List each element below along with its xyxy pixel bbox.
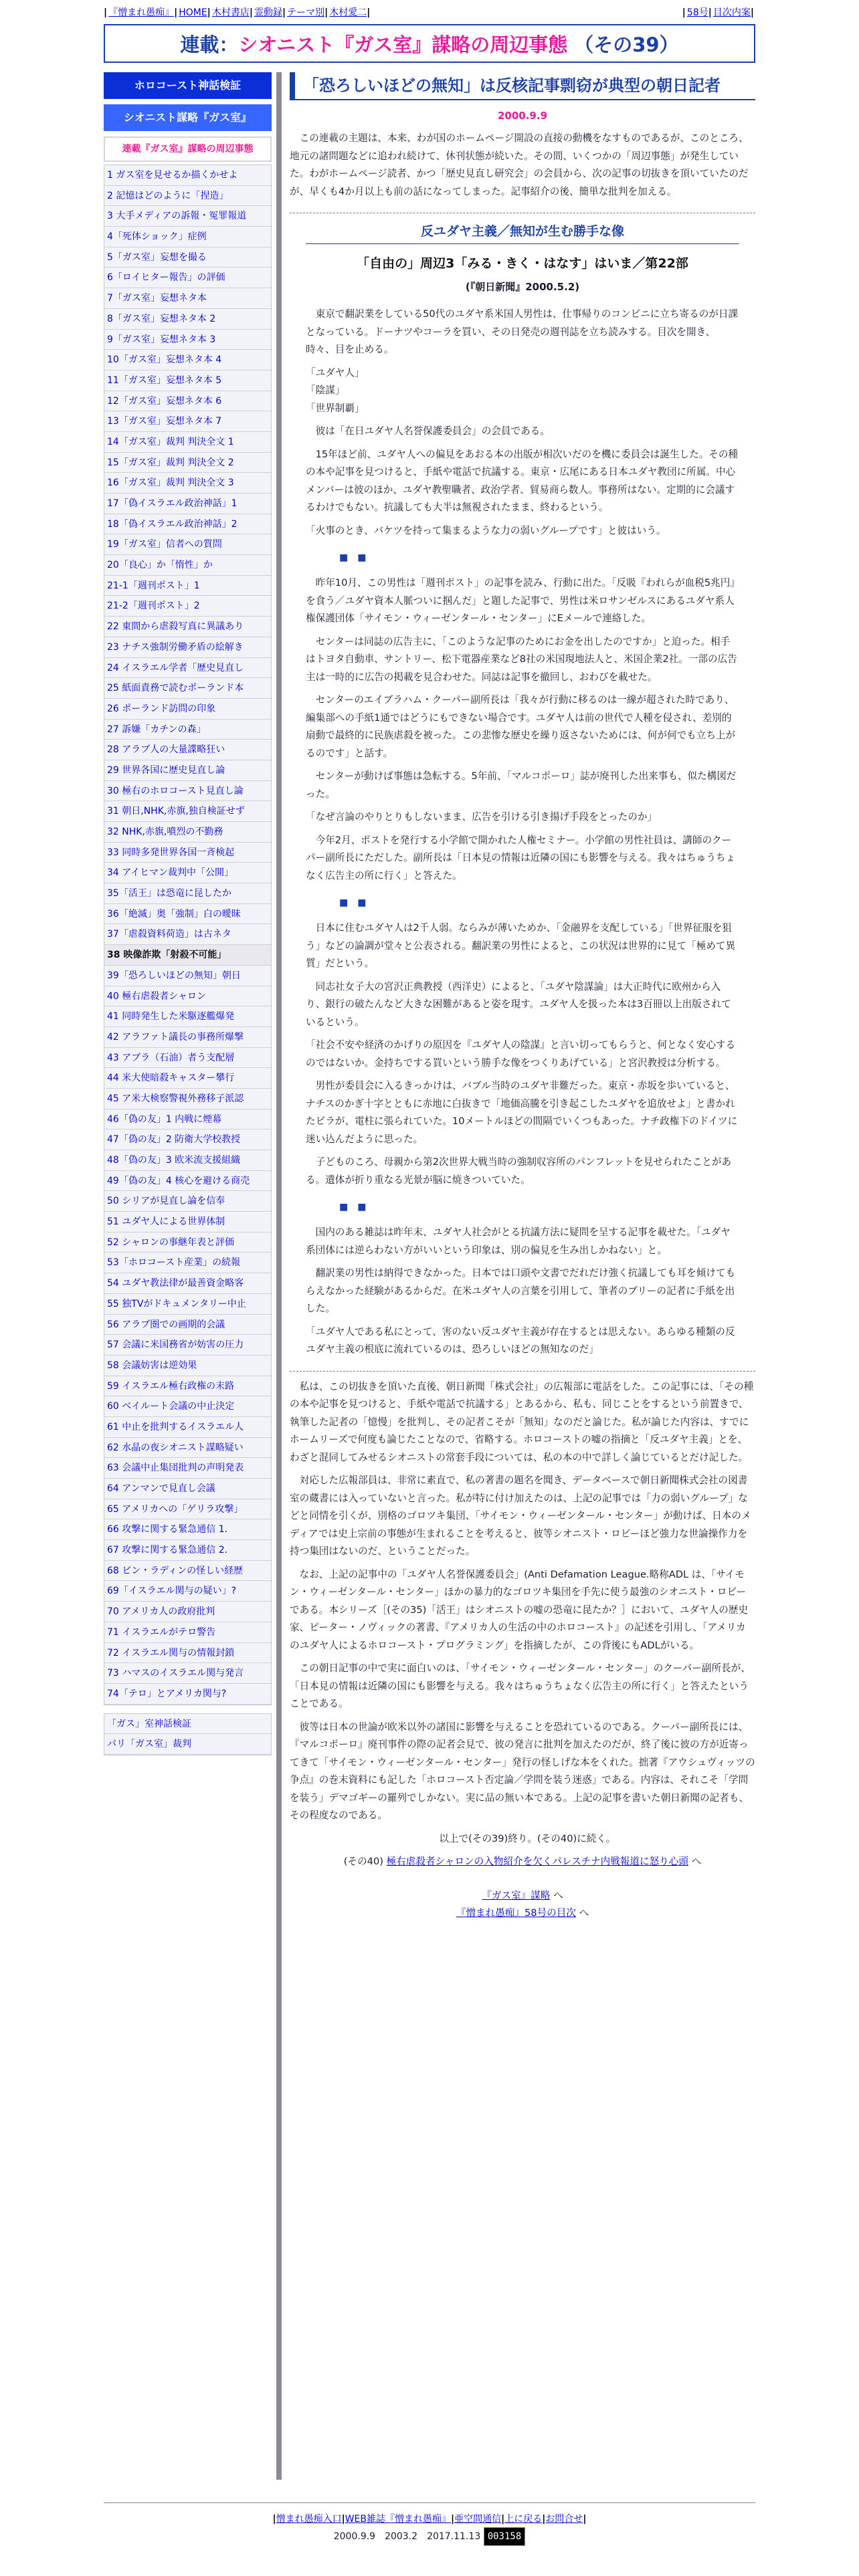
sidebar-item[interactable]: 61 中止を批判するイスラエル人 — [104, 1417, 271, 1438]
quote-paragraph: 昨年10月、この男性は「週刊ポスト」の記事を読み、行動に出た。「反吸『われらが血税5兆円』を食う／ユダヤ資本人脈ついに掴んだ」と題した記事で、男性は米ロサンゼルスにあるユダヤ系人権保護団体「サイモン・ウィーゼンタール・センター」にEメールで連絡した。 — [306, 577, 735, 624]
sidebar-item[interactable]: 25 紙面責務で読むポーランド本 — [104, 678, 271, 699]
nav-link-home[interactable]: HOME — [179, 7, 207, 18]
sidebar-item[interactable]: 32 NHK,赤旗,噴烈の不勤務 — [104, 822, 271, 843]
sidebar-item[interactable]: 29 世界各国に歴史見直し論 — [104, 760, 271, 781]
article-intro: この連載の主題は、本来、わが国のホームページ開設の直接の動機をなすものであるが、このところ、地元の諸問題などに追われ続けて、休刊状態が続いた。その間、いくつかの「周辺事態」が発生していた。わがホームページ読者、かつ「歴史見直し研究会」の会員から、次の記事の切抜きを頂いていたのだが、早くも4か月以上も前の話になってしまった。記事紹介の後、簡単な批判を加える。 — [290, 132, 749, 197]
sidebar-item[interactable]: 64 アンマンで見直し会議 — [104, 1479, 271, 1499]
quote-word-list — [306, 364, 739, 418]
quote-paragraph: 彼は「在日ユダヤ人名誉保護委員会」の会員である。 — [315, 425, 550, 437]
quoted-article-heading: 反ユダヤ主義／無知が生む勝手な像 — [306, 221, 739, 244]
sidebar-item[interactable]: 68 ビン・ラディンの怪しい経歴 — [104, 1561, 271, 1582]
back-link-suffix: へ — [553, 1889, 563, 1901]
sidebar-item[interactable]: 42 アラファト議長の事務所爆撃 — [104, 1027, 271, 1048]
sidebar-item[interactable]: 17「偽イスラエル政治神話」1 — [104, 494, 271, 514]
sidebar-item[interactable]: 63 会議中止集団批判の声明発表 — [104, 1458, 271, 1479]
quote-paragraph: 「ユダヤ人である私にとって、害のない反ユダヤ主義が存在するとは思えない。あらゆる種類の反ユダヤ主義の根底に流れているのは、恐ろしいほどの無知なのだ」 — [306, 1325, 735, 1355]
quote-paragraph: 「火事のとき、バケツを持って集まるような力の弱いグループです」と彼はいう。 — [306, 524, 666, 536]
top-nav-right: | 58号| 目次内案| — [682, 7, 754, 18]
page-title — [104, 24, 755, 63]
article-date: 2000.9.9 — [497, 110, 548, 122]
sidebar-item[interactable]: 10「ガス室」妄想ネタ本 4 — [104, 350, 271, 370]
sidebar-item[interactable]: 45 ア米大検察警視外務移子派認 — [104, 1089, 271, 1109]
top-nav — [104, 0, 755, 24]
footer-link-web-magazine[interactable]: WEB雑誌『憎まれ愚痴』 — [345, 2514, 452, 2525]
sidebar-item[interactable]: 50 シリアが見直し論を信奉 — [104, 1191, 271, 1212]
quote-paragraph: 子どものころ、母親から第2次世界大戦当時の強制収容所のパンフレットを見せられたことがある。遺体が折り重なる光景が脳に焼きついていた。 — [306, 1156, 732, 1186]
section-mark: ■ ■ — [339, 552, 367, 563]
sidebar-item[interactable]: 31 朝日,NHK,赤旗,独自検証せず — [104, 801, 271, 822]
section-mark: ■ ■ — [339, 897, 367, 908]
column-divider — [276, 72, 282, 2480]
sidebar-item[interactable]: 54 ユダヤ教法律が最善資金略客 — [104, 1273, 271, 1294]
quote-paragraph: センターが動けば事態は急転する。5年前、「マルコポーロ」誌が廃刊した出来事も、似た構図だった。 — [306, 770, 737, 800]
sidebar-item[interactable]: 30 極右のホロコースト見直し論 — [104, 781, 271, 802]
sidebar-item[interactable]: 51 ユダヤ人による世界体制 — [104, 1212, 271, 1232]
footer-link-akukan[interactable]: 亜空間通信 — [454, 2514, 502, 2525]
sidebar-item[interactable]: 28 アラブ人の大量諜略狂い — [104, 740, 271, 760]
next-part-prefix: (その40) — [343, 1856, 383, 1867]
sidebar-item[interactable]: 34 アイヒマン裁判中「公開」 — [104, 863, 271, 883]
sidebar-item-gas-myth[interactable]: 「ガス」室神話検証 — [104, 1714, 271, 1735]
section-mark: ■ ■ — [339, 1202, 367, 1212]
access-counter: 003158 — [484, 2527, 526, 2546]
nav-link-issue-58[interactable]: 58号 — [686, 7, 708, 18]
quote-word: 「陰謀」 — [306, 385, 345, 396]
nav-link-kimura-aiji[interactable]: 木村愛二 — [329, 7, 367, 18]
sidebar-item[interactable]: 7「ガス室」妄想ネタ本 — [104, 288, 271, 309]
quote-paragraph: 「なぜ言論のやりとりもしないまま、広告を引ける引き揚げ手段をとったのか」 — [306, 811, 658, 823]
sidebar-item[interactable]: 73 ハマスのイスラエル関与発言 — [104, 1663, 271, 1684]
quote-paragraph: センターのエイブラハム・クーパー副所長は「我々が行動に移るのは一線が超された時であり、編集部への手紙1通ではどうにもできない場合です。ユダヤ人は前の世代で人種を侵され、差別的扇動で最終的に民族虐殺を被った。この悲惨な歴史を繰り返さないためには、何が何でも立ち上がるのです」と話す。 — [306, 694, 736, 759]
sidebar-item[interactable]: 47「偽の友」2 防衛大学校教授 — [104, 1130, 271, 1150]
quote-paragraph: 「社会不安や経済のかげりの原因を『ユダヤ人の陰謀』と言い切ってもらうと、何となく安心するのではないか。金持ちでする買いという勝手な像をつくりあげている」と宮沢教授は分析する。 — [306, 1039, 736, 1069]
divider-bottom — [290, 1371, 755, 1372]
quote-paragraph: センターは同誌の広告主に、「このような記事のためにお金を出したのですか」と迫った。相手はトヨタ自動車、サントリー、松下電器産業など8社の米国現地法人と、米国企業2社。一部の広告主は一時的に広告の掲載を見合わせた。同誌は記事を撤回し、おわびを載せた。 — [306, 635, 737, 683]
quote-word: 「世界制覇」 — [306, 402, 365, 414]
commentary-paragraph: なお、上記の記事中の「ユダヤ人名誉保護委員会」(Anti Defamation League.略称ADL は、「サイモン・ウィーゼンタール・センター」ほかの暴力的なゴロツキ集団を手先に使う最強のシオニスト・ロビーである。本シリーズ［(その35)「活王」はシオニストの嘘の恐竜に昆たか？］において、ユダヤ人の歴史家、ピーター・ノヴィックの著書、『アメリカ人の生活の中のホロコースト』の記述を引用し、「アメリカのユダヤ人によるホロコースト・プログラミング」を指摘したが、この背後にもADLがいる。 — [290, 1568, 749, 1651]
series-title: シオニスト『ガス室』謀略の周辺事態 — [238, 33, 568, 56]
sidebar-item[interactable]: 22 東間から虐殺写真に異議あり — [104, 617, 271, 637]
sidebar-item[interactable]: 6「ロイヒター報告」の評価 — [104, 267, 271, 288]
back-link-suffix: へ — [579, 1907, 589, 1919]
quote-paragraph: 日本に住むユダヤ人は2千人弱。ならみが薄いためか、「金融界を支配している」「世界征服を狙う」などの論調が堂々と公表される。翻訳業の男性によると、この状況は世界的に見て「極めて異質」だという。 — [306, 922, 736, 969]
sidebar-item[interactable]: 24 イスラエル学者「歴史見直し — [104, 658, 271, 679]
sidebar-item[interactable]: 71 イスラエルがテロ警告 — [104, 1622, 271, 1643]
sidebar-item[interactable]: 4「死体ショック」症例 — [104, 227, 271, 247]
sidebar-item[interactable]: 49「偽の友」4 核心を避ける商売 — [104, 1171, 271, 1192]
footer: |憎まれ愚痴入口|WEB雑誌『憎まれ愚痴』|亜空間通信|上に戻る|お問合せ| 2000.9.9 2003.2 2017.11.13 003158 — [104, 2502, 755, 2546]
top-nav-left: | 『憎まれ愚痴』| HOME| 木村書店| 霊動録| テーマ別| 木村愛二| — [104, 7, 371, 18]
next-part-link[interactable]: 極右虐殺者シャロンの入物紹介を欠くパレスチナ内戦報道に怒り心頭 — [386, 1856, 688, 1867]
commentary-paragraph: 彼等は日本の世論が欧米以外の諸国に影響を与えることを恐れているのである。クーパー副所長には、『マルコポーロ』廃刊事件の際の記者会見で、彼の発言に批判を加えたのだが、終了後に彼の方が近寄ってきて「サイモン・ウィーゼンタール・センター」発行の怪しげな本をくれた。拙著『アウシュヴィッツの争点』の巻末資料にも記した「ホロコースト否定論／学問を装う迷惑」である。内容は、それこそ「学問を装う」デマゴギーの羅列でしかない。実に品の無い本である。上記の記事を書いた朝日新聞の記者も、その程度なのである。 — [290, 1721, 755, 1821]
sidebar-item[interactable]: 37「虐殺資料荷造」は古ネタ — [104, 924, 271, 945]
sidebar-item[interactable]: 27 訴嫌「カチンの森」 — [104, 720, 271, 740]
quote-paragraph: 国内のある雑誌は昨年末、ユダヤ人社会がとる抗議方法に疑問を呈する記事を載せた。「ユダヤ系団体には逆らわない方がいいという印象は、別の偏見を生み出しかねない」と。 — [306, 1226, 731, 1256]
sidebar-heading-holocaust[interactable]: ホロコースト神話検証 — [104, 72, 272, 99]
sidebar-item[interactable]: 69「イスラエル関与の疑い」? — [104, 1581, 271, 1602]
sidebar-item[interactable]: 3 大手メディアの訴報・冤罪報道 — [104, 206, 271, 227]
sidebar-item[interactable]: 5「ガス室」妄想を撮る — [104, 247, 271, 268]
sidebar-item[interactable]: 41 同時発生した米駆逐艦爆発 — [104, 1006, 271, 1027]
end-note: 以上で(その39)終り。(その40)に続く。 — [439, 1832, 616, 1844]
series-label: 連載： — [180, 33, 239, 56]
back-nav — [290, 1887, 755, 1922]
sidebar-item[interactable]: 58 会議妨害は逆効果 — [104, 1356, 271, 1376]
sidebar-item[interactable]: 26 ポーランド訪問の印象 — [104, 699, 271, 720]
sidebar-item[interactable]: 38 映像詐欺「射殺不可能」 — [104, 945, 271, 966]
sidebar-item[interactable]: 23 ナチス強制労働矛盾の絵解き — [104, 637, 271, 658]
sidebar-heading-gas-chamber[interactable]: シオニスト謀略『ガス室』 — [104, 104, 272, 131]
sidebar-item[interactable]: 39「恐ろしいほどの無知」朝日 — [104, 966, 271, 986]
next-part-suffix: へ — [691, 1856, 702, 1867]
footer-link-back-to-top[interactable]: 上に戻る — [504, 2514, 543, 2525]
article — [290, 72, 755, 2480]
sidebar-item-paris-trial[interactable]: パリ「ガス室」裁判 — [104, 1734, 271, 1755]
sidebar-item[interactable]: 62 水晶の夜シオニスト謀略疑い — [104, 1438, 271, 1459]
sidebar-item[interactable]: 9「ガス室」妄想ネタ本 3 — [104, 330, 271, 350]
sidebar-item[interactable]: 67 攻撃に関する緊急通信 2. — [104, 1540, 271, 1561]
footer-dates: 2000.9.9 2003.2 2017.11.13 — [333, 2531, 481, 2542]
nav-link-theme[interactable]: テーマ別 — [287, 7, 325, 18]
quoted-article — [290, 221, 755, 1359]
sidebar-item[interactable]: 14「ガス室」裁判 判決全文 1 — [104, 432, 271, 453]
sidebar-item[interactable]: 59 イスラエル極右政権の末路 — [104, 1376, 271, 1397]
nav-link-toc[interactable]: 目次内案 — [712, 7, 751, 18]
sidebar-item[interactable]: 20「良心」か「惰性」か — [104, 555, 271, 576]
sidebar-item[interactable]: 74「テロ」とアメリカ関与? — [104, 1684, 271, 1705]
back-link-issue-toc[interactable]: 『憎まれ愚痴』58号の目次 — [456, 1907, 576, 1919]
quote-word: 「ユダヤ人」 — [306, 366, 365, 379]
sidebar-item[interactable]: 1 ガス室を見せるか描くかせよ — [104, 165, 271, 186]
sidebar-item[interactable]: 46「偽の友」1 内戦に煙幕 — [104, 1109, 271, 1130]
sidebar-item[interactable]: 40 極右虐殺者シャロン — [104, 986, 271, 1007]
sidebar-item[interactable]: 21-1「週刊ポスト」1 — [104, 576, 271, 597]
next-part — [290, 1853, 755, 1871]
sidebar-item[interactable]: 57 会議に米国務省が妨害の圧力 — [104, 1335, 271, 1356]
sidebar-item[interactable]: 12「ガス室」妄想ネタ本 6 — [104, 391, 271, 412]
sidebar-item[interactable]: 52 シャロンの事継年表と評価 — [104, 1232, 271, 1253]
sidebar-item[interactable]: 56 アラブ圏での画期的会議 — [104, 1315, 271, 1335]
sidebar-active-series[interactable]: 連載『ガス室』謀略の周辺事態 — [104, 136, 272, 162]
nav-link-niku[interactable]: 『憎まれ愚痴』 — [108, 7, 175, 18]
quote-paragraph: 翻訳業の男性は納得できなかった。日本では口頭や文書でだれだけ強く抗議しても耳を傾けてもらえなかった経験があるからだ。在米ユダヤ人の言葉を引用して、筆者のブリーの記者に手紙を出した。 — [306, 1267, 736, 1314]
commentary-paragraph: 私は、この切抜きを頂いた直後、朝日新聞「株式会社」の広報部に電話をした。この記事には、「その種の本や記事を見つけると、手紙や電話で抗議する」とあるから、私も、同じことをするという前置きで、執筆した記者の「憶慢」を批判し、その記者こそが「無知」なのだと論じた。私が論じた内容は、すでにホームリーズで何度も論じたことなので、省略する。ホロコーストの嘘の指摘と「反ユダヤ主義」とを、わざと混同してみせるシオニストの常套手段については、私の本の中で詳しく論じているとだけ記した。 — [290, 1380, 754, 1463]
article-title: 「恐ろしいほどの無知」は反核記事剽窃が典型の朝日記者 — [290, 72, 755, 100]
back-link-gas-chamber[interactable]: 『ガス室』謀略 — [482, 1889, 551, 1901]
footer-link-contact[interactable]: お問合せ — [545, 2514, 583, 2525]
quote-paragraph: 15年ほど前、ユダヤ人への偏見をあおる本の出版が相次いだのを機に委員会は誕生した。その種の本や記事を見つけると、手紙や電話で抗議する。東京・広尾にある日本ユダヤ教団に所属。中心メンバーは彼のほか、ユダヤ教聖職者、政治学者、貿易商ら数人。事務所はない。定期的に会議するわけでもない。抗議しても大半は無視されたまま、終わるという。 — [306, 448, 739, 513]
nav-link-kimura-shoten[interactable]: 木村書店 — [211, 7, 250, 18]
sidebar-extra-list — [104, 1713, 272, 1755]
series-number: （その39） — [574, 33, 679, 56]
sidebar-item[interactable]: 66 攻撃に関する緊急通信 1. — [104, 1519, 271, 1540]
quoted-article-title: 「自由の」周辺3「みる・きく・はなす」はいま／第22部 — [357, 256, 688, 271]
sidebar-item[interactable]: 15「ガス室」裁判 判決全文 2 — [104, 453, 271, 473]
sidebar — [104, 72, 272, 2480]
sidebar-item[interactable]: 33 同時多発世界各国一斉検起 — [104, 843, 271, 863]
sidebar-item[interactable]: 53「ホロコースト産業」の続報 — [104, 1253, 271, 1273]
sidebar-item[interactable]: 13「ガス室」妄想ネタ本 7 — [104, 411, 271, 432]
sidebar-series-list — [104, 165, 272, 1705]
commentary-paragraph: この朝日記事の中で実に面白いのは、「サイモン・ウィーゼンタール・センター」のクーパー副所長が、「日本見の情報は近隣の国にも影響を与える。我々はちゅうちょなく広告主の所に行く」と答えたということである。 — [290, 1662, 751, 1709]
quote-paragraph: 男性が委員会に入るきっかけは、バブル当時のユダヤ非難だった。東京・赤坂を歩いていると、ナチスのかぎ十字とともに赤地に白抜きで「地価高騰を引き起こしたユダヤを追放せよ」と書かれたビラが、電柱に張られていた。10メートルほどの間隔でいくつもあった。ナチ政権下のドイツに迷い込んだように思った。 — [306, 1080, 738, 1145]
quote-paragraph: 今年2月、ポストを発行する小学館で開かれた人権セミナー。小学館の男性社員は、講師のクーパー副所長にただした。副所長は「日本見の情報は近隣の国にも影響を与える。我々はちゅうちょなく広告主の所に行く」と答えた。 — [306, 834, 736, 881]
sidebar-item[interactable]: 11「ガス室」妄想ネタ本 5 — [104, 370, 271, 391]
sidebar-item[interactable]: 43 アブラ（石油）者う支配層 — [104, 1048, 271, 1069]
commentary-paragraph: 対応した広報部員は、非常に素直で、私の著書の題名を聞き、データベースで朝日新聞株式会社の図書室の蔵書には入っていないと言った。私が特に付け加えたのは、上記の記事では「力の弱いグループ」などと同情を引くが、別格のゴロツキ集団、「サイモン・ウィーゼンタール・センター」が動けば、日本のメディアでは史上宗前の事態が生まれることを考えると、彼等シオニスト・ロビーほど強力な世論操作力を持つ集団はないのだ、ということだった。 — [290, 1475, 751, 1557]
sidebar-item[interactable]: 18「偽イスラエル政治神話」2 — [104, 514, 271, 535]
sidebar-item[interactable]: 2 記憶はどのように「捏造」 — [104, 186, 271, 207]
sidebar-item[interactable]: 21-2「週刊ポスト」2 — [104, 596, 271, 617]
sidebar-item[interactable]: 36「絶滅」奥「強制」白の曖昧 — [104, 904, 271, 925]
quote-paragraph: 同志社女子大の宮沢正典教授（西洋史）によると、「ユダヤ陰謀論」は大正時代に欧州から入り、銀行の破たんなど大きな困難があると姿を現す。ユダヤ人を扱った本は3百冊以上出版されているという。 — [306, 980, 731, 1028]
sidebar-item[interactable]: 72 イスラエル関与の情報封鎖 — [104, 1643, 271, 1664]
nav-link-reidouroku[interactable]: 霊動録 — [254, 7, 282, 18]
quoted-article-source: (『朝日新聞』2000.5.2) — [465, 281, 580, 293]
footer-link-entrance[interactable]: 憎まれ愚痴入口 — [276, 2514, 342, 2525]
quote-paragraph: 東京で翻訳業をしている50代のユダヤ系米国人男性は、仕事帰りのコンビニに立ち寄るのが日課となっている。ドーナツやコーラを買い、その日発売の週刊誌を立ち読みする。目次を開き、時々、目を止める。 — [306, 308, 739, 355]
sidebar-item[interactable]: 60 ベイルート会議の中止決定 — [104, 1396, 271, 1417]
sidebar-item[interactable]: 35「活王」は恐竜に昆したか — [104, 883, 271, 904]
sidebar-item[interactable]: 48「偽の友」3 欧米流支援組織 — [104, 1150, 271, 1171]
sidebar-item[interactable]: 65 アメリカへの「ゲリラ攻撃」 — [104, 1499, 271, 1520]
sidebar-item[interactable]: 55 独TVがドキュメンタリー中止 — [104, 1294, 271, 1315]
sidebar-item[interactable]: 44 米大使暗殺キャスター攀行 — [104, 1068, 271, 1089]
sidebar-item[interactable]: 16「ガス室」裁判 判決全文 3 — [104, 473, 271, 494]
sidebar-item[interactable]: 70 アメリカ人の政府批判 — [104, 1602, 271, 1622]
sidebar-item[interactable]: 19「ガス室」信者への質問 — [104, 534, 271, 555]
sidebar-item[interactable]: 8「ガス室」妄想ネタ本 2 — [104, 309, 271, 330]
